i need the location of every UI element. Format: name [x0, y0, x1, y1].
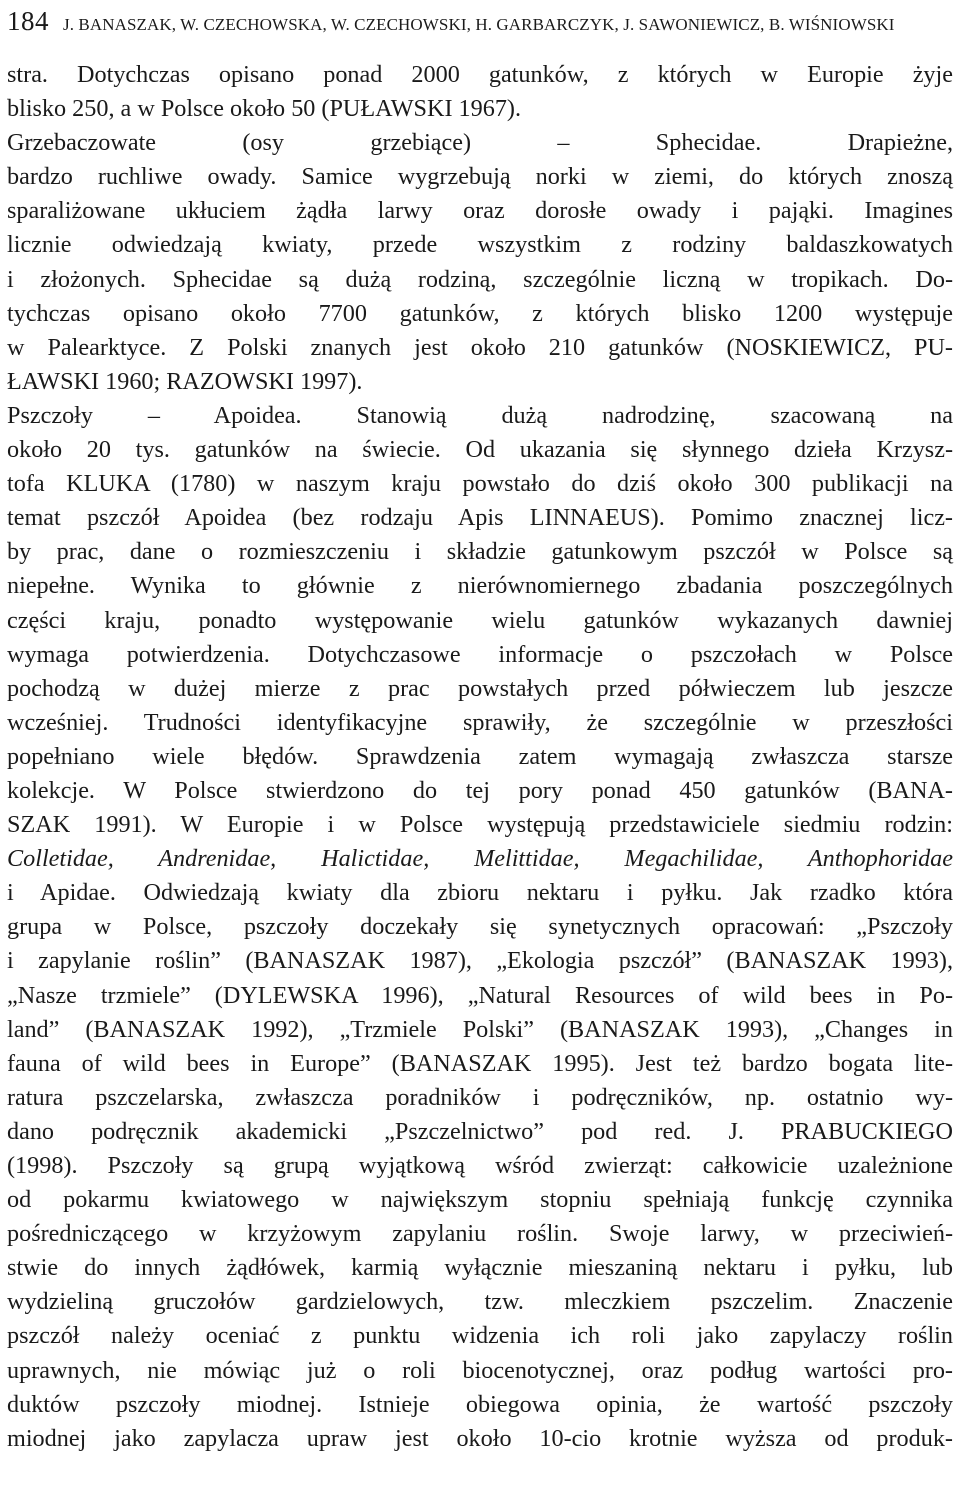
text-line: stwie do innych żądłówek, karmią wyłącznie mieszaniną nektaru i pyłku, lub: [7, 1254, 953, 1282]
text-line: stra. Dotychczas opisano ponad 2000 gatunków, z których w Europie żyje: [7, 61, 953, 88]
text-line: pośredniczącego w krzyżowym zapylaniu roślin. Swoje larwy, w przeciwień-: [7, 1220, 953, 1248]
text-line: w Palearktyce. Z Polski znanych jest około 210 gatunków (NOSKIEWICZ, PU-: [7, 333, 953, 361]
text-line: tychczas opisano około 7700 gatunków, z których blisko 1200 występuje: [7, 299, 953, 327]
text-line: i złożonych. Sphecidae są dużą rodziną, szczególnie liczną w tropikach. Do-: [7, 265, 953, 293]
text-line: Colletidae, Andrenidae, Halictidae, Melittidae, Megachilidae, Anthophoridae: [7, 845, 953, 873]
text-line: wcześniej. Trudności identyfikacyjne sprawiły, że szczególnie w przeszłości: [7, 708, 953, 736]
text-line: wymaga potwierdzenia. Dotychczasowe informacje o pszczołach w Polsce: [7, 640, 953, 668]
body-text: [7, 58, 953, 1456]
text-line: kolekcje. W Polsce stwierdzono do tej pory ponad 450 gatunków (BANA-: [7, 776, 953, 804]
text-line: land” (BANASZAK 1992), „Trzmiele Polski” (BANASZAK 1993), „Changes in: [7, 1015, 953, 1043]
text-line: około 20 tys. gatunków na świecie. Od ukazania się słynnego dzieła Krzysz-: [7, 436, 953, 464]
text-line: niepełne. Wynika to głównie z nierównomiernego zbadania poszczególnych: [7, 572, 953, 600]
text-line: i zapylanie roślin” (BANASZAK 1987), „Ekologia pszczół” (BANASZAK 1993),: [7, 947, 953, 975]
text-line: części kraju, ponadto występowanie wielu gatunków wykazanych dawniej: [7, 606, 953, 634]
text-line: sparaliżowane ukłuciem żądła larwy oraz dorosłe owady i pająki. Imagines: [7, 197, 953, 225]
text-line: grupa w Polsce, pszczoły doczekały się synetycznych opracowań: „Pszczoły: [7, 913, 953, 941]
text-line: miodnej jako zapylacza upraw jest około 10-cio krotnie wyższa od produk-: [7, 1424, 953, 1452]
text-line: by prac, dane o rozmieszczeniu i składzie gatunkowym pszczół w Polsce są: [7, 538, 953, 566]
text-line: wydzieliną gruczołów gardzielowych, tzw. mleczkiem pszczelim. Znaczenie: [7, 1288, 953, 1316]
text-line: „Nasze trzmiele” (DYLEWSKA 1996), „Natural Resources of wild bees in Po-: [7, 981, 953, 1009]
text-line: SZAK 1991). W Europie i w Polsce występują przedstawiciele siedmiu rodzin:: [7, 811, 953, 839]
text-line: fauna of wild bees in Europe” (BANASZAK 1995). Jest też bardzo bogata lite-: [7, 1049, 953, 1077]
text-line: uprawnych, nie mówiąc już o roli biocenotycznej, oraz podług wartości pro-: [7, 1356, 953, 1384]
running-header-authors: J. BANASZAK, W. CZECHOWSKA, W. CZECHOWSKI, H. GARBARCZYK, J. SAWONIEWICZ, B. WIŚNIOWSKI: [63, 15, 895, 34]
text-line: (1998). Pszczoły są grupą wyjątkową wśród zwierząt: całkowicie uzależnione: [7, 1152, 953, 1179]
text-line: popełniano wiele błędów. Sprawdzenia zatem wymagają zwłaszcza starsze: [7, 742, 953, 770]
text-line: Grzebaczowate (osy grzebiące) – Sphecidae. Drapieżne,: [7, 129, 953, 157]
text-line: duktów pszczoły miodnej. Istnieje obiegowa opinia, że wartość pszczoły: [7, 1390, 953, 1418]
text-line: temat pszczół Apoidea (bez rodzaju Apis LINNAEUS). Pomimo znacznej licz-: [7, 504, 953, 532]
text-line: licznie odwiedzają kwiaty, przede wszystkim z rodziny baldaszkowatych: [7, 231, 953, 259]
text-line: dano podręcznik akademicki „Pszczelnictwo” pod red. J. PRABUCKIEGO: [7, 1117, 953, 1145]
text-line: od pokarmu kwiatowego w największym stopniu spełniają funkcję czynnika: [7, 1186, 953, 1214]
text-line: tofa KLUKA (1780) w naszym kraju powstało do dziś około 300 publikacji na: [7, 470, 953, 498]
text-line: i Apidae. Odwiedzają kwiaty dla zbioru nektaru i pyłku. Jak rzadko która: [7, 879, 953, 907]
text-line: Pszczoły – Apoidea. Stanowią dużą nadrodzinę, szacowaną na: [7, 401, 953, 429]
text-line: blisko 250, a w Polsce około 50 (PUŁAWSKI 1967).: [7, 95, 522, 123]
text-line: pochodzą w dużej mierze z prac powstałych przed półwieczem lub jeszcze: [7, 674, 953, 702]
page-number: 184: [7, 6, 49, 36]
running-header: [7, 6, 953, 40]
text-line: pszczół należy oceniać z punktu widzenia ich roli jako zapylaczy roślin: [7, 1322, 953, 1350]
text-line: bardzo ruchliwe owady. Samice wygrzebują norki w ziemi, do których znoszą: [7, 163, 953, 191]
text-line: ratura pszczelarska, zwłaszcza poradników i podręczników, np. ostatnio wy-: [7, 1083, 953, 1111]
text-line: ŁAWSKI 1960; RAZOWSKI 1997).: [7, 367, 363, 395]
